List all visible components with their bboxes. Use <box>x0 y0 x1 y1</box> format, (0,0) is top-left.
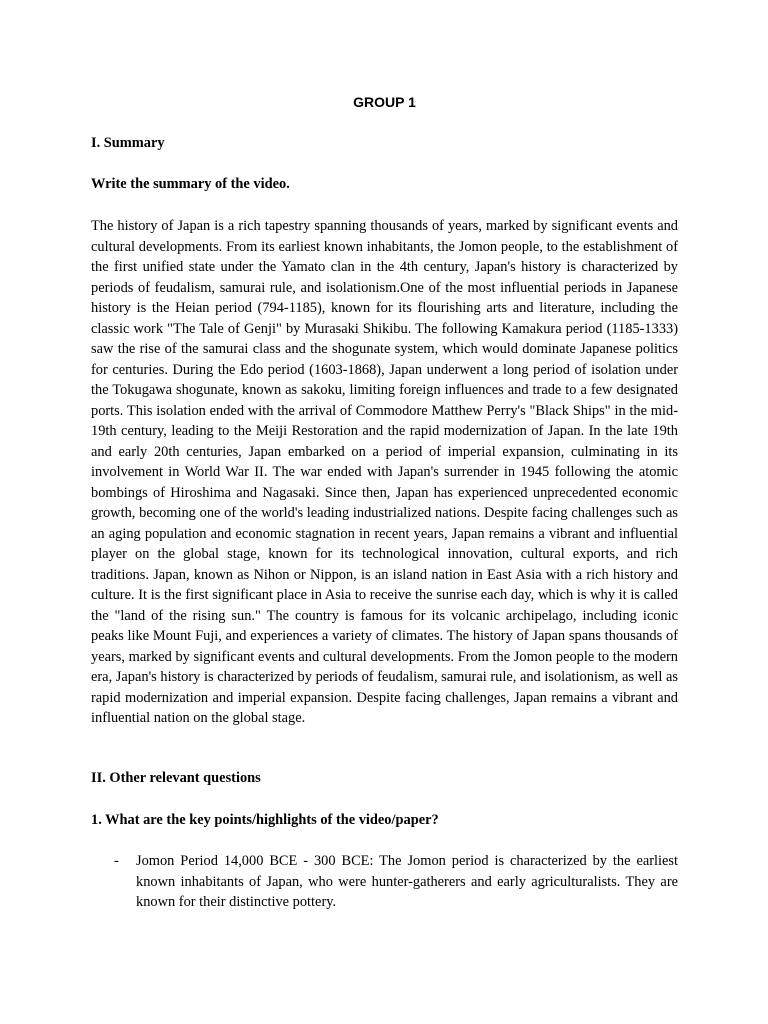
other-questions-heading: II. Other relevant questions <box>91 770 261 786</box>
document-title: GROUP 1 <box>353 94 416 110</box>
list-item-text: Jomon Period 14,000 BCE - 300 BCE: The Jomon period is characterized by the earliest known inhabitants of Japan, who were hunter-gatherers and early agriculturalists. They are known for their distinctive pottery. <box>136 853 678 910</box>
question-1: 1. What are the key points/highlights of the video/paper? <box>91 812 439 828</box>
list-item <box>91 851 678 913</box>
summary-heading: I. Summary <box>91 135 165 151</box>
bullet-dash: - <box>114 853 119 869</box>
summary-paragraph: The history of Japan is a rich tapestry spanning thousands of years, marked by significant events and cultural developments. From its earliest known inhabitants, the Jomon people, to the establishment of the first unified state under the Yamato clan in the 4th century, Japan's history is characterized by periods of feudalism, samurai rule, and isolationism.One of the most influential periods in Japanese history is the Heian period (794-1185), known for its flourishing arts and literature, including the classic work "The Tale of Genji" by Murasaki Shikibu. The following Kamakura period (1185-1333) saw the rise of the samurai class and the shogunate system, which would dominate Japanese politics for centuries. During the Edo period (1603-1868), Japan underwent a long period of isolation under the Tokugawa shogunate, known as sakoku, limiting foreign influences and trade to a few designated ports. This isolation ended with the arrival of Commodore Matthew Perry's "Black Ships" in the mid-19th century, leading to the Meiji Restoration and the rapid modernization of Japan. In the late 19th and early 20th centuries, Japan embarked on a period of imperial expansion, culminating in its involvement in World War II. The war ended with Japan's surrender in 1945 following the atomic bombings of Hiroshima and Nagasaki. Since then, Japan has experienced unprecedented economic growth, becoming one of the world's leading industrialized nations. Despite facing challenges such as an aging population and economic stagnation in recent years, Japan remains a vibrant and influential player on the global stage, known for its technological innovation, cultural exports, and rich traditions. Japan, known as Nihon or Nippon, is an island nation in East Asia with a rich history and culture. It is the first significant place in Asia to receive the sunrise each day, which is why it is called the "land of the rising sun." The country is famous for its volcanic archipelago, including iconic peaks like Mount Fuji, and experiences a variety of climates. The history of Japan spans thousands of years, marked by significant events and cultural developments. From the Jomon people to the modern era, Japan's history is characterized by periods of feudalism, samurai rule, and isolationism, as well as rapid modernization and imperial expansion. Despite facing challenges, Japan remains a vibrant and influential nation on the global stage. <box>91 218 678 726</box>
summary-prompt: Write the summary of the video. <box>91 176 290 192</box>
key-points-list <box>91 851 678 913</box>
